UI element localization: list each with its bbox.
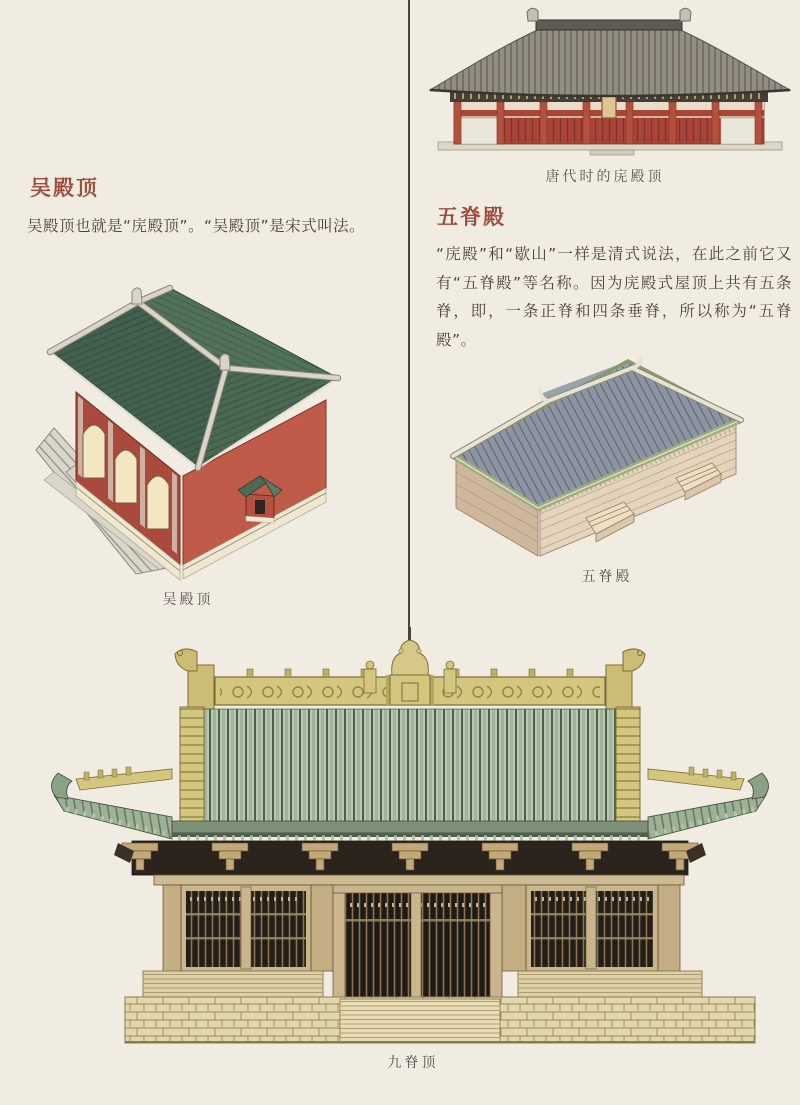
tang-roof <box>430 8 790 96</box>
figure-jiujiding <box>20 627 780 1047</box>
jiuji-right-window <box>526 885 658 971</box>
wujidian-drawing <box>428 356 800 568</box>
heading-wudianding: 吴殿顶 <box>30 176 99 200</box>
jiuji-dougong-frieze <box>114 841 706 875</box>
wudianding-drawing <box>20 280 380 590</box>
caption-tang-hall: 唐代时的庑殿顶 <box>545 169 665 185</box>
jiuji-finial-left <box>175 649 214 709</box>
jiuji-right-wing <box>648 767 769 839</box>
jiuji-platform <box>125 997 755 1043</box>
figure-wudianding <box>20 280 380 590</box>
roof-spire-line <box>408 0 410 650</box>
jiuji-eave-fascia <box>172 821 648 838</box>
jiuji-left-window <box>181 885 311 971</box>
figure-wujidian <box>428 356 800 568</box>
paragraph-wudianding: 吴殿顶也就是“庑殿顶”。“吴殿顶”是宋式叫法。 <box>27 217 366 235</box>
tang-chiwei-right <box>680 8 691 21</box>
jiuji-right-corner-tip <box>748 773 769 799</box>
jiuji-upper-roof <box>180 707 640 823</box>
jiuji-architrave <box>154 875 684 885</box>
tang-chiwei-left <box>527 8 538 21</box>
jiuji-center-doors <box>333 885 502 997</box>
heading-wujidian: 五脊殿 <box>437 205 506 229</box>
paragraph-wujidian: “庑殿”和“歇山”一样是清式说法，在此之前它又有“五脊殿”等名称。因为庑殿式屋顶上共有五条脊，即，一条正脊和四条垂脊，所以称为“五脊殿”。 <box>436 245 792 349</box>
caption-jiujiding: 九脊顶 <box>387 1055 439 1071</box>
jiuji-left-corner-tip <box>51 773 72 799</box>
jiuji-left-wing <box>51 767 172 839</box>
figure-tang-hall <box>424 6 796 158</box>
tang-hall-drawing <box>424 6 796 158</box>
wudian-chiwei-top <box>132 288 142 304</box>
caption-wujidian: 五脊殿 <box>581 569 633 585</box>
jiujiding-drawing <box>20 627 780 1047</box>
wudian-chiwei-bottom <box>220 354 230 370</box>
jiuji-finial-right <box>606 649 645 709</box>
caption-wudianding: 吴殿顶 <box>162 592 214 608</box>
tang-main-ridge <box>536 20 682 30</box>
